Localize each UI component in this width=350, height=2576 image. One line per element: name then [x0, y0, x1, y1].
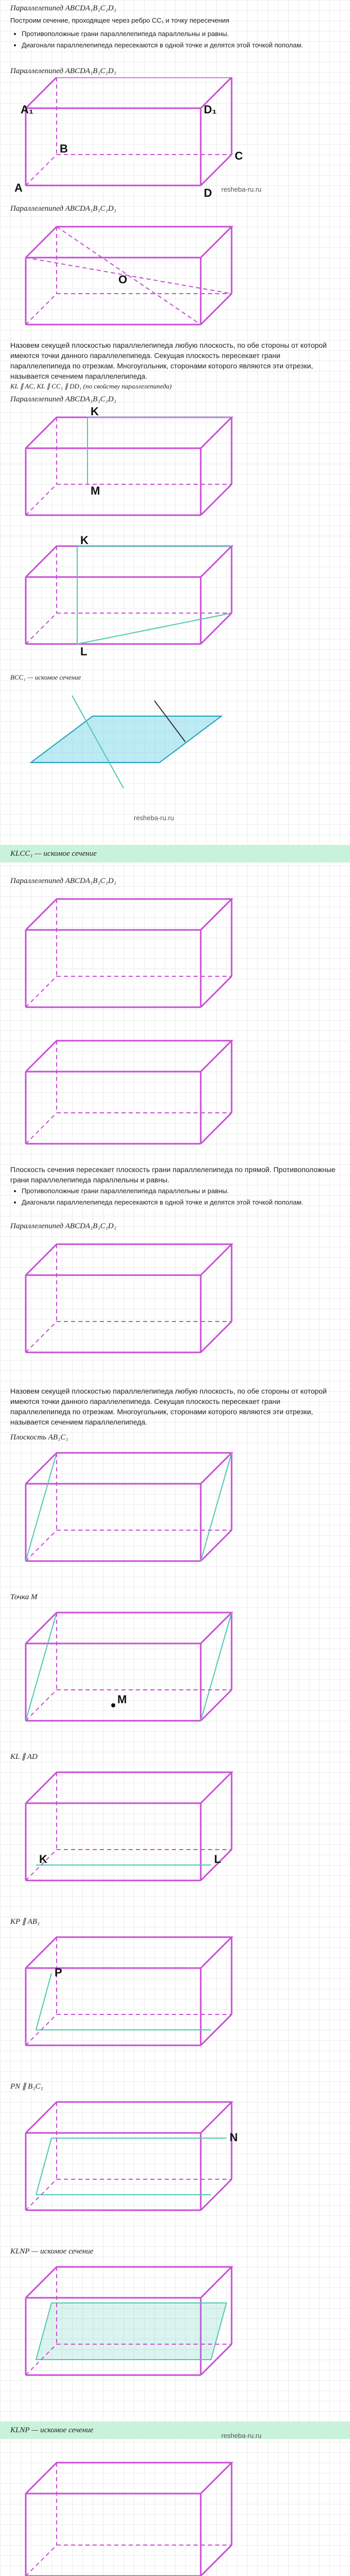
vertex-label: A₁ — [21, 103, 33, 116]
intro-text: Построим сечение, проходящее через ребро CC₁ и точку пересечения — [10, 16, 230, 24]
step-text: Точка M — [10, 1593, 38, 1601]
answer-band — [0, 2421, 350, 2439]
step-text: KL ∥ AD — [10, 1753, 38, 1761]
property-item: • Противоположные грани параллелепипеда параллельны и равны. — [22, 1186, 340, 1196]
caption-text: KLNP — искомое сечение — [10, 2247, 94, 2256]
parallel-note: KL ∥ AC, KL ∥ CC₁ ∥ DD₁ (по свойству параллелепипеда) — [10, 382, 172, 390]
parallelepiped-section-figure — [0, 407, 350, 531]
heading-text: Параллелепипед ABCDA₁B₁C₁D₁ — [10, 4, 116, 12]
section-paragraph: Плоскость сечения пересекает плоскость грани параллелепипеда по прямой. Противоположные грани параллелепипеда параллельны и равны. — [10, 1165, 336, 1184]
heading-text: Параллелепипед ABCDA₁B₁C₁D₁ — [10, 205, 116, 213]
step-text: Плоскость AB₁C₁ — [10, 1433, 68, 1442]
vertex-label — [235, 77, 248, 78]
point-label-n: N — [230, 2131, 238, 2144]
parallelepiped-figure — [0, 1030, 350, 1159]
section-klnp-figure — [0, 2257, 350, 2411]
point-label-k: K — [91, 407, 99, 418]
answer-text: KLNP — искомое сечение — [10, 2426, 94, 2434]
watermark-text: resheba-ru.ru — [221, 185, 262, 193]
property-item: • Диагонали параллелепипеда пересекаются в одной точке и делятся этой точкой пополам. — [22, 1197, 340, 1208]
parallelepiped-figure — [0, 1234, 350, 1368]
heading-text: Параллелепипед ABCDA₁B₁C₁D₁ — [10, 1222, 116, 1230]
secant-plane-figure — [0, 685, 350, 809]
point-label-l: L — [214, 1853, 221, 1866]
answer-band — [0, 845, 350, 862]
step-text: PN ∥ B₁C₁ — [10, 2082, 43, 2091]
parallelepiped-diagonals-figure — [0, 216, 350, 335]
kl-parallel-ad-figure — [0, 1762, 350, 1911]
point-m-figure — [0, 1602, 350, 1747]
kp-parallel-ab1-figure — [0, 1927, 350, 2076]
heading-text: Параллелепипед ABCDA₁B₁C₁D₁ — [10, 877, 116, 885]
point-label-k: K — [39, 1853, 47, 1866]
heading-text: Параллелепипед ABCDA₁B₁C₁D₁ — [10, 395, 116, 403]
vertex-label: A — [14, 181, 23, 194]
vertex-label: B — [60, 142, 68, 155]
step-text: KP ∥ AB₁ — [10, 1918, 40, 1926]
vertex-label: D₁ — [204, 103, 217, 116]
vertex-label — [49, 77, 62, 78]
definition-paragraph: Назовем секущей плоскостью параллелепипеда любую плоскость, по обе стороны от которой имеются точки данного параллелепипеда. Секущая плоскость пересекает грани параллелепипеда по отрезкам. Многоугольник, сторонами которого являются эти отрезки, называется сечением параллелепипеда. — [10, 341, 327, 380]
heading-text: Параллелепипед ABCDA₁B₁C₁D₁ — [10, 67, 116, 75]
parallelepiped-figure — [0, 2452, 350, 2576]
caption-text: BCC₁ — искомое сечение — [10, 673, 81, 681]
point-label-m: M — [117, 1693, 127, 1706]
point-label-l: L — [80, 645, 87, 658]
point-label-p: P — [55, 1966, 62, 1979]
point-label-m: M — [91, 484, 100, 497]
vertex-label: D — [204, 187, 212, 199]
point-label-o: O — [118, 273, 128, 286]
answer-text: KLCC₁ — искомое сечение — [10, 850, 97, 858]
plane-ab1c1-figure — [0, 1443, 350, 1582]
pn-parallel-b1c1-figure — [0, 2092, 350, 2241]
parallelepiped-figure — [0, 889, 350, 1023]
property-item: • Диагонали параллелепипеда пересекаются в одной точке и делятся этой точкой пополам. — [22, 40, 340, 50]
parallelepiped-kl-figure — [0, 536, 350, 670]
property-item: • Противоположные грани параллелепипеда параллельны и равны. — [22, 29, 340, 39]
watermark-text: resheba-ru.ru — [221, 2432, 262, 2439]
watermark-text: resheba-ru.ru — [134, 814, 174, 822]
property-list — [10, 1185, 340, 1209]
point-label-k: K — [80, 536, 89, 547]
property-list — [10, 28, 340, 52]
vertex-label: C — [235, 149, 243, 162]
definition-paragraph: Назовем секущей плоскостью параллелепипеда любую плоскость, по обе стороны от которой имеются точки данного параллелепипеда. Секущая плоскость пересекает грани параллелепипеда по отрезкам. Многоугольник, сторонами которого являются эти отрезки, называется сечением параллелепипеда. — [10, 1387, 327, 1426]
